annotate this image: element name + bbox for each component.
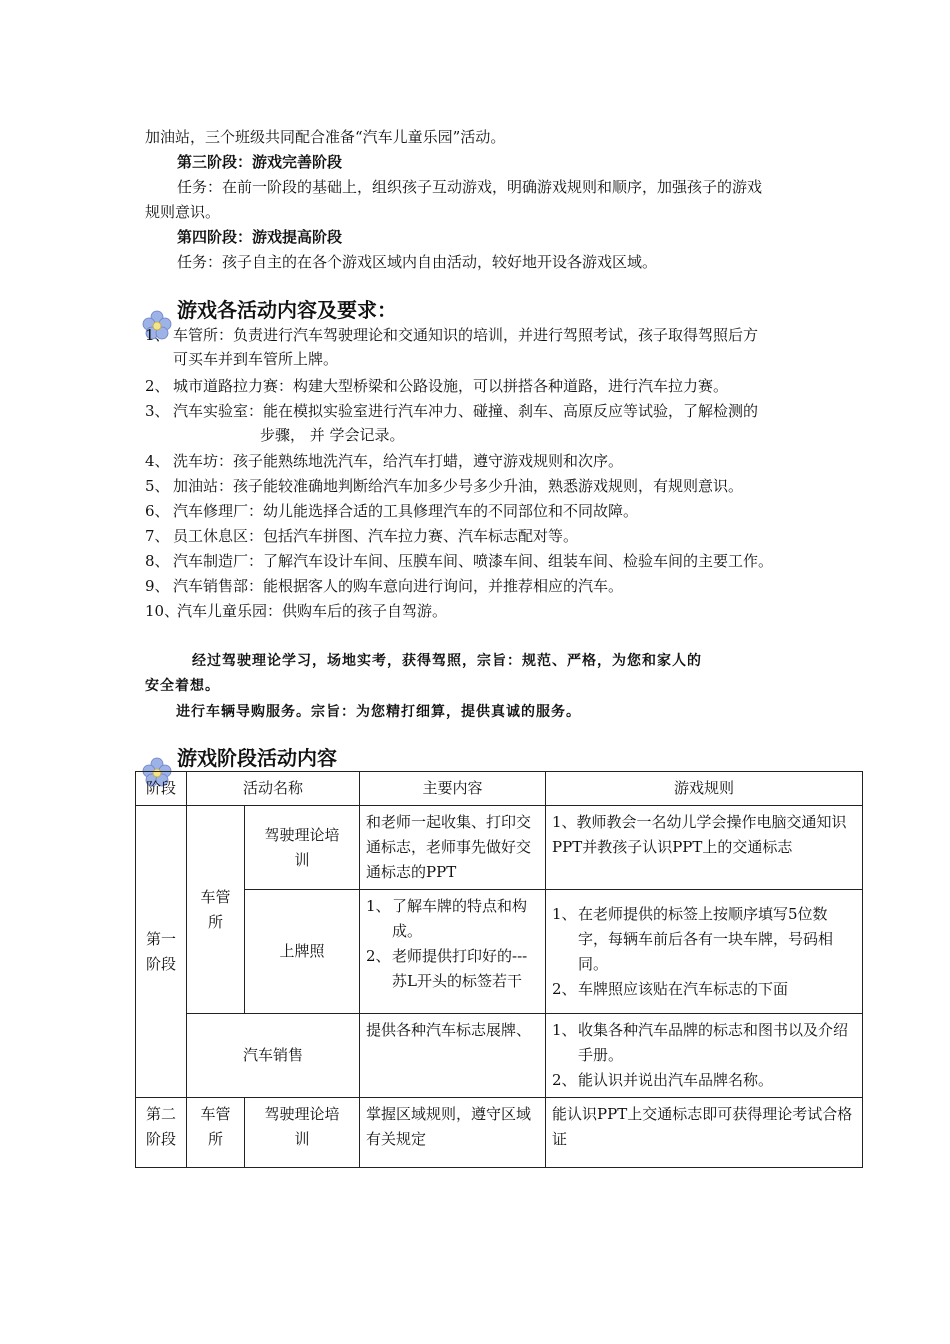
rule-item: 在老师提供的标签上按顺序填写5位数字，每辆车前后各有一块车牌，号码相同。 bbox=[578, 904, 834, 973]
list-item-number: 5、 bbox=[145, 477, 170, 495]
table-row bbox=[136, 1014, 863, 1098]
area-cheguansuo-stage2: 车管所 bbox=[187, 1098, 245, 1168]
stage2-cell: 第二阶段 bbox=[136, 1098, 187, 1168]
list-item-text-cont: 步骤， 并 学会记录。 bbox=[260, 426, 405, 444]
list-item-text: 汽车销售部：能根据客人的购车意向进行询问，并推荐相应的汽车。 bbox=[173, 577, 624, 595]
activity-driving-theory-stage2: 驾驶理论培训 bbox=[245, 1098, 360, 1168]
list-item-number: 1、 bbox=[145, 326, 170, 344]
list-item-text: 汽车儿童乐园：供购车后的孩子自驾游。 bbox=[177, 602, 448, 620]
rule-car-sales bbox=[546, 1014, 863, 1098]
list-item bbox=[145, 524, 815, 548]
header-main-content: 主要内容 bbox=[360, 772, 546, 806]
table-row bbox=[136, 806, 863, 890]
table-row bbox=[136, 890, 863, 1014]
header-game-rules: 游戏规则 bbox=[546, 772, 863, 806]
list-item-text: 加油站：孩子能较准确地判断给汽车加多少号多少升油，熟悉游戏规则，有规则意识。 bbox=[173, 477, 744, 495]
table-row bbox=[136, 1098, 863, 1168]
rule-item: 收集各种汽车品牌的标志和图书以及介绍手册。 bbox=[578, 1021, 849, 1064]
list-item bbox=[145, 599, 815, 623]
list-item-text: 城市道路拉力赛：构建大型桥梁和公路设施，可以拼搭各种道路，进行汽车拉力赛。 bbox=[173, 377, 729, 395]
list-item-number: 10、 bbox=[145, 602, 180, 620]
rule-driving-theory-stage2: 能认识PPT上交通标志即可获得理论考试合格证 bbox=[546, 1098, 863, 1168]
stage1-cell: 第一阶段 bbox=[136, 806, 187, 1098]
rule-driving-theory: 1、教师教会一名幼儿学会操作电脑交通知识PPT并教孩子认识PPT上的交通标志 bbox=[546, 806, 863, 890]
stage4-task: 任务：孩子自主的在各个游戏区域内自由活动，较好地开设各游戏区域。 bbox=[177, 253, 658, 271]
list-item-text: 汽车实验室：能在模拟实验室进行汽车冲力、碰撞、刹车、高原反应等试验，了解检测的 bbox=[173, 402, 759, 420]
activity-license-plate: 上牌照 bbox=[245, 890, 360, 1014]
list-item bbox=[145, 399, 815, 447]
list-item-text: 员工休息区：包括汽车拼图、汽车拉力赛、汽车标志配对等。 bbox=[173, 527, 579, 545]
list-item-number: 9、 bbox=[145, 577, 170, 595]
list-item bbox=[145, 449, 815, 473]
list-item-number: 8、 bbox=[145, 552, 170, 570]
list-item-number: 3、 bbox=[145, 402, 170, 420]
stage3-task-line2: 规则意识。 bbox=[145, 203, 221, 221]
content-driving-theory: 和老师一起收集、打印交通标志，老师事先做好交通标志的PPT bbox=[360, 806, 546, 890]
stage3-title: 第三阶段：游戏完善阶段 bbox=[177, 153, 343, 171]
list-item-number: 4、 bbox=[145, 452, 170, 470]
content-license-plate bbox=[360, 890, 546, 1014]
list-item bbox=[145, 323, 815, 371]
list-item-text: 汽车修理厂：幼儿能选择合适的工具修理汽车的不同部位和不同故障。 bbox=[173, 502, 639, 520]
list-item bbox=[145, 499, 815, 523]
area-cheguansuo: 车管所 bbox=[187, 806, 245, 1014]
rule-item: 能认识并说出汽车品牌名称。 bbox=[578, 1071, 774, 1089]
list-item-number: 7、 bbox=[145, 527, 170, 545]
section2-title: 游戏阶段活动内容 bbox=[177, 746, 337, 770]
list-item bbox=[145, 549, 815, 573]
header-stage: 阶段 bbox=[136, 772, 187, 806]
slogan-sales: 进行车辆导购服务。宗旨：为您精打细算，提供真诚的服务。 bbox=[176, 704, 581, 720]
slogan-license-line1: 经过驾驶理论学习，场地实考，获得驾照，宗旨：规范、严格，为您和家人的 bbox=[192, 653, 702, 669]
list-number: 2、 bbox=[366, 947, 391, 965]
list-item-text: 洗车坊：孩子能熟练地洗汽车，给汽车打蜡，遵守游戏规则和次序。 bbox=[173, 452, 624, 470]
table-header-row bbox=[136, 772, 863, 806]
activity-driving-theory: 驾驶理论培训 bbox=[245, 806, 360, 890]
list-item-text-cont: 可买车并到车管所上牌。 bbox=[173, 350, 339, 368]
list-number: 1、 bbox=[552, 1021, 577, 1039]
content-car-sales: 提供各种汽车标志展牌、 bbox=[360, 1014, 546, 1098]
activity-car-sales: 汽车销售 bbox=[187, 1014, 360, 1098]
stage-activity-table bbox=[135, 771, 863, 1168]
content-item: 了解车牌的特点和构成。 bbox=[392, 897, 528, 940]
list-number: 2、 bbox=[552, 1071, 577, 1089]
list-item bbox=[145, 374, 815, 398]
list-item-text: 汽车制造厂：了解汽车设计车间、压膜车间、喷漆车间、组装车间、检验车间的主要工作。 bbox=[173, 552, 774, 570]
list-number: 1、 bbox=[552, 904, 577, 923]
content-item: 老师提供打印好的---苏L开头的标签若干 bbox=[392, 947, 528, 990]
list-number: 2、 bbox=[552, 979, 577, 998]
slogan-license-line2: 安全着想。 bbox=[145, 678, 220, 694]
content-driving-theory-stage2: 掌握区域规则，遵守区域有关规定 bbox=[360, 1098, 546, 1168]
list-item bbox=[145, 574, 815, 598]
list-item-text: 车管所：负责进行汽车驾驶理论和交通知识的培训，并进行驾照考试，孩子取得驾照后方 bbox=[173, 326, 759, 344]
rule-item: 车牌照应该贴在汽车标志的下面 bbox=[578, 979, 789, 998]
rule-license-plate bbox=[546, 890, 863, 1014]
list-item-number: 6、 bbox=[145, 502, 170, 520]
intro-continuation: 加油站，三个班级共同配合准备“汽车儿童乐园”活动。 bbox=[145, 128, 506, 146]
list-item-number: 2、 bbox=[145, 377, 170, 395]
stage4-title: 第四阶段：游戏提高阶段 bbox=[177, 228, 343, 246]
section1-title: 游戏各活动内容及要求： bbox=[177, 298, 397, 322]
list-item bbox=[145, 474, 815, 498]
stage3-task-line1: 任务：在前一阶段的基础上，组织孩子互动游戏，明确游戏规则和顺序，加强孩子的游戏 bbox=[177, 178, 763, 196]
list-number: 1、 bbox=[366, 897, 391, 915]
header-activity-name: 活动名称 bbox=[187, 772, 360, 806]
